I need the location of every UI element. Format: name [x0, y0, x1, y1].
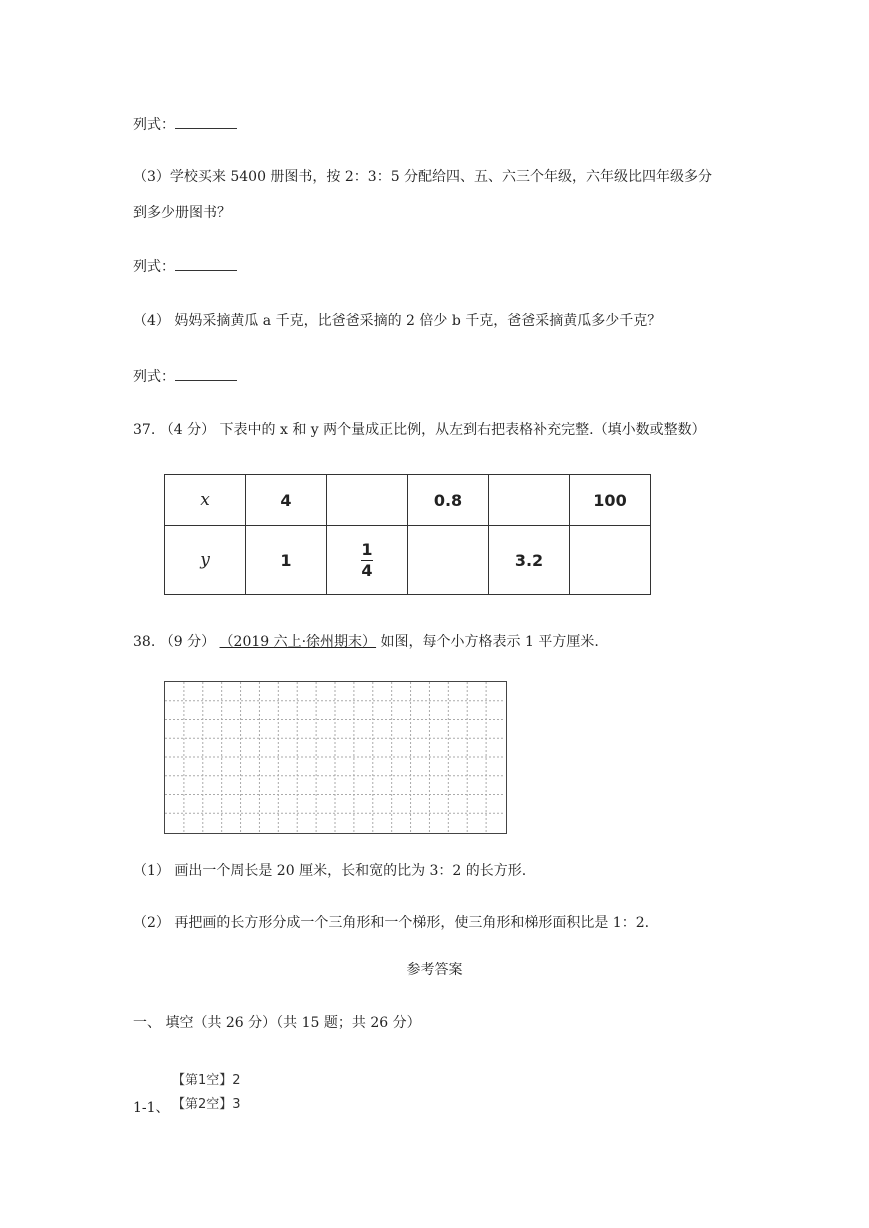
table-cell-empty[interactable] — [489, 475, 570, 526]
answer-blank-2: 【第2空】3 — [172, 1097, 241, 1112]
fraction-numerator: 1 — [361, 540, 373, 559]
answer-section-heading: 一、 填空（共 26 分）（共 15 题；共 26 分） — [133, 1015, 421, 1031]
table-cell-empty[interactable] — [408, 526, 489, 595]
grid-lines — [165, 682, 505, 832]
table-cell: 1 — [246, 526, 327, 595]
formula-line-3 — [133, 366, 237, 387]
formula-label: 列式： — [133, 117, 175, 133]
question-37: 37. （4 分） 下表中的 x 和 y 两个量成正比例，从左到右把表格补充完整.（填小数或整数） — [133, 422, 706, 438]
table-cell-fraction — [327, 526, 408, 595]
question-3: （3）学校买来 5400 册图书，按 2：3：5 分配给四、五、六三个年级，六年级比四年级多分 — [133, 169, 713, 185]
table-row-x — [165, 475, 651, 526]
table-row-y — [165, 526, 651, 595]
fraction-denominator: 4 — [361, 561, 373, 580]
table-cell: 0.8 — [408, 475, 489, 526]
proportion-table — [164, 474, 651, 595]
formula-label: 列式： — [133, 369, 175, 385]
table-cell-empty[interactable] — [327, 475, 408, 526]
table-cell-empty[interactable] — [570, 526, 651, 595]
square-grid-figure[interactable] — [164, 681, 507, 834]
table-cell: 100 — [570, 475, 651, 526]
question-38-text: 如图，每个小方格表示 1 平方厘米. — [376, 634, 599, 650]
question-38-part-2: （2） 再把画的长方形分成一个三角形和一个梯形，使三角形和梯形面积比是 1：2. — [133, 915, 650, 931]
table-cell: 3.2 — [489, 526, 570, 595]
source-link[interactable]: （2019 六上·徐州期末） — [219, 634, 377, 650]
answer-key-title: 参考答案 — [406, 962, 463, 978]
table-cell-x-label: x — [165, 475, 246, 526]
answer-item-label: 1-1、 — [133, 1100, 170, 1116]
question-38-part-1: （1） 画出一个周长是 20 厘米，长和宽的比为 3：2 的长方形. — [133, 863, 527, 879]
table-cell-y-label: y — [165, 526, 246, 595]
question-4: （4） 妈妈采摘黄瓜 a 千克，比爸爸采摘的 2 倍少 b 千克，爸爸采摘黄瓜多少千克？ — [133, 313, 662, 329]
formula-line-2 — [133, 256, 237, 277]
answer-blank[interactable] — [175, 114, 237, 129]
question-3-continued: 到多少册图书？ — [133, 205, 231, 221]
table-cell: 4 — [246, 475, 327, 526]
formula-label: 列式： — [133, 259, 175, 275]
question-38-prefix: 38. （9 分） — [133, 634, 220, 650]
answer-blank[interactable] — [175, 366, 237, 381]
fraction — [361, 541, 373, 580]
formula-line-1 — [133, 114, 237, 135]
answer-blank-1: 【第1空】2 — [172, 1073, 241, 1088]
question-38 — [133, 632, 599, 652]
answer-blank[interactable] — [175, 256, 237, 271]
